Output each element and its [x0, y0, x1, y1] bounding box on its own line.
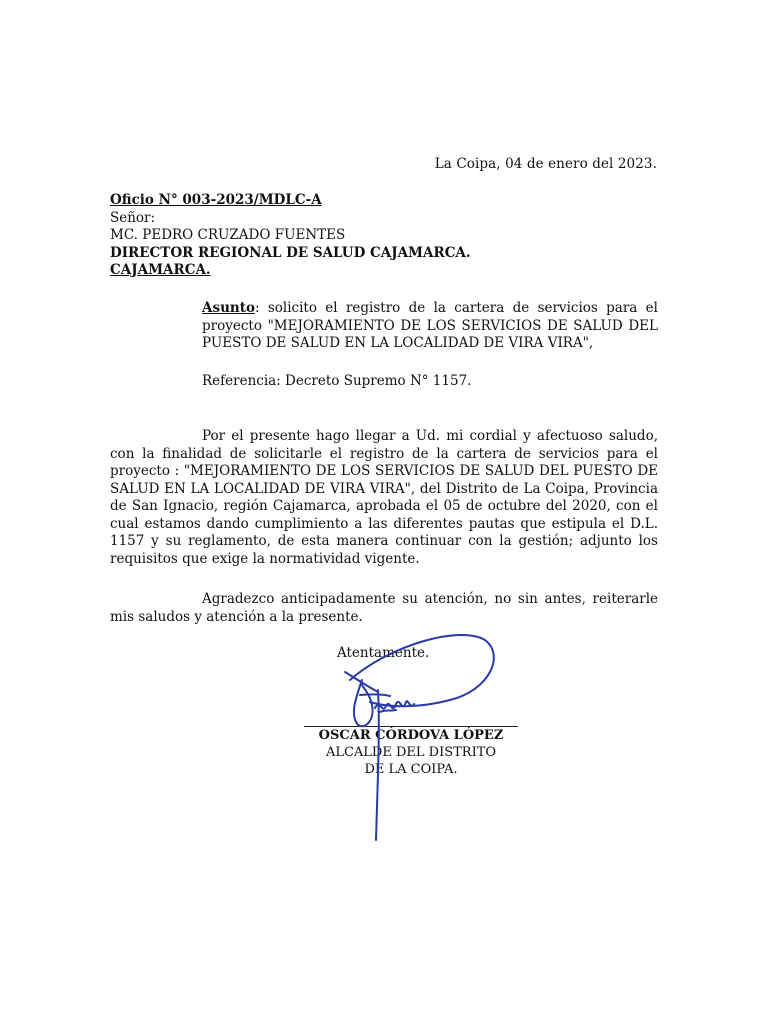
signer-title-2: DE LA COIPA.: [364, 762, 458, 777]
signer-name: OSCAR CÓRDOVA LÓPEZ: [318, 728, 504, 743]
recipient-block: [110, 192, 471, 280]
date-line: La Coipa, 04 de enero del 2023.: [434, 156, 657, 172]
office-reference: Oficio N° 003-2023/MDLC-A: [110, 192, 322, 208]
handwritten-signature-icon: [320, 620, 510, 850]
recipient-city: CAJAMARCA.: [110, 262, 211, 278]
recipient-name: MC. PEDRO CRUZADO FUENTES: [110, 227, 346, 243]
subject-label: Asunto: [202, 300, 255, 316]
subject-text: : solicito el registro de la cartera de servicios para el proyecto "MEJORAMIENTO DE LOS SERVICIOS DE SALUD DEL PUESTO DE SALUD EN LA LOCALIDAD DE VIRA VIRA",: [202, 300, 658, 351]
body-paragraph-1: Por el presente hago llegar a Ud. mi cordial y afectuoso saludo, con la finalidad de solicitarle el registro de la cartera de servicios para el proyecto : "MEJORAMIENTO DE LOS SERVICIOS DE SALUD DEL PUESTO DE SALUD EN LA LOCALIDAD DE VIRA VIRA", del Distrito de La Coipa, Provincia de San Ignacio, región Cajamarca, aprobada el 05 de octubre del 2020, con el cual estamos dando cumplimiento a las diferentes pautas que estipula el D.L. 1157 y su reglamento, de esta manera continuar con la gestión; adjunto los requisitos que exige la normatividad vigente.: [110, 428, 658, 567]
reference-line: Referencia: Decreto Supremo N° 1157.: [202, 373, 472, 389]
subject-block: [202, 300, 658, 353]
recipient-title: DIRECTOR REGIONAL DE SALUD CAJAMARCA.: [110, 244, 471, 261]
body-paragraph-2: Agradezco anticipadamente su atención, no sin antes, reiterarle mis saludos y atención a la presente.: [110, 591, 658, 625]
signer-title-1: ALCALDE DEL DISTRITO: [325, 745, 497, 760]
closing: Atentamente.: [337, 645, 430, 661]
salutation: Señor:: [110, 209, 156, 226]
